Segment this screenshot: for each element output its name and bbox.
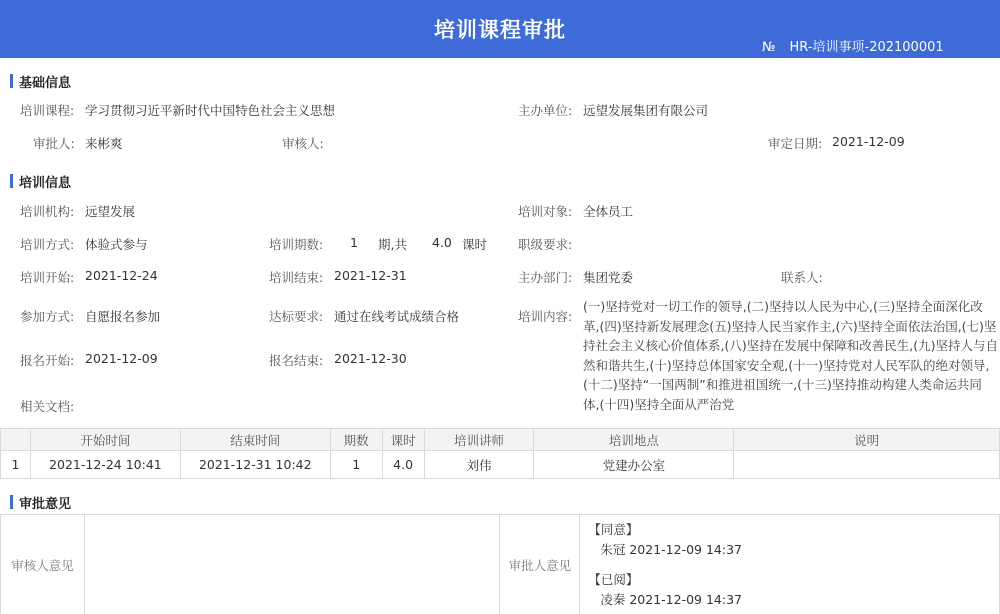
row-index: 1 [1, 451, 31, 479]
column-header-notes: 说明 [734, 429, 1000, 451]
opinion-entry [580, 570, 999, 610]
column-header-location: 培训地点 [534, 429, 734, 451]
number-symbol: № [762, 40, 776, 55]
training-mode-label: 培训方式: [20, 237, 75, 252]
signup-end-value: 2021-12-30 [334, 351, 407, 366]
training-end-value: 2021-12-31 [334, 268, 407, 283]
rank-requirement-label: 职级要求: [518, 237, 573, 252]
course-label: 培训课程: [20, 103, 75, 118]
course-value: 学习贯彻习近平新时代中国特色社会主义思想 [85, 103, 336, 118]
opinion-entry-signature: 朱冠 2021-12-09 14:37 [600, 541, 742, 557]
opinion-entry-tag: 【已阅】 [588, 571, 639, 587]
related-docs-label: 相关文档: [20, 399, 75, 414]
training-content-value: (一)坚持党对一切工作的领导,(二)坚持以人民为中心,(三)坚持全面深化改革,(四)坚持新发展理念(五)坚持人民当家作主,(六)坚持全面依法治国,(七)坚持社会主义核心价值体系,(八)坚持在发展中保障和改善民生,(九)坚持人与自然和谐共生,(十)坚持总体国家安全观,(十一)坚持党对人民军队的绝对领导,(十二)坚持“一国两制”和推进祖国统一,(十三)坚持推动构建人类命运共同体,(十四)坚持全面从严治党 [583, 299, 998, 412]
row-hours: 4.0 [382, 451, 424, 479]
table-row[interactable] [1, 451, 1000, 479]
opinion-table [0, 514, 1000, 614]
section-approval-opinion: 审批意见 [10, 493, 71, 511]
page-header [0, 0, 1000, 58]
training-periods-value: 1 [350, 235, 358, 250]
training-start-value: 2021-12-24 [85, 268, 158, 283]
training-content-label: 培训内容: [518, 309, 573, 324]
row-periods: 1 [330, 451, 382, 479]
training-org-label: 培训机构: [20, 204, 75, 219]
join-mode-label: 参加方式: [20, 309, 75, 324]
row-location: 党建办公室 [534, 451, 734, 479]
section-basic-info: 基础信息 [10, 72, 71, 90]
column-header-end-time: 结束时间 [180, 429, 330, 451]
signup-end-label: 报名结束: [269, 353, 324, 368]
document-number [762, 36, 944, 55]
column-header-hours: 课时 [382, 429, 424, 451]
opinion-entry [580, 520, 999, 560]
host-dept-label: 主办部门: [518, 270, 573, 285]
standard-requirement-value: 通过在线考试成绩合格 [334, 309, 460, 324]
training-start-label: 培训开始: [20, 270, 75, 285]
standard-requirement-label: 达标要求: [269, 309, 324, 324]
opinion-entry-signature: 凌秦 2021-12-09 14:37 [600, 591, 742, 607]
approver-value: 来彬爽 [85, 136, 123, 151]
column-header-periods: 期数 [330, 429, 382, 451]
page-title: 培训课程审批 [434, 18, 566, 42]
host-dept-value: 集团党委 [583, 270, 634, 285]
contact-label: 联系人: [781, 270, 823, 285]
approver-opinion-label: 审批人意见 [500, 515, 580, 614]
document-number-value: HR-培训事项-202100001 [789, 40, 944, 55]
row-lecturer: 刘伟 [424, 451, 534, 479]
reviewer-opinion-value [84, 515, 500, 614]
signup-start-value: 2021-12-09 [85, 351, 158, 366]
training-target-label: 培训对象: [518, 204, 573, 219]
join-mode-value: 自愿报名参加 [85, 309, 161, 324]
training-periods-label: 培训期数: [269, 237, 324, 252]
column-header-index [1, 429, 31, 451]
section-training-info: 培训信息 [10, 172, 71, 190]
approver-opinion-value [580, 515, 1000, 614]
row-start-time: 2021-12-24 10:41 [30, 451, 180, 479]
training-target-value: 全体员工 [583, 204, 634, 219]
reviewer-label: 审核人: [282, 136, 324, 151]
approver-label: 审批人: [33, 136, 75, 151]
approve-date-label: 审定日期: [768, 136, 823, 151]
training-hours-unit: 课时 [462, 237, 488, 252]
opinion-entry-tag: 【同意】 [588, 521, 639, 537]
training-org-value: 远望发展 [85, 204, 136, 219]
column-header-lecturer: 培训讲师 [424, 429, 534, 451]
schedule-header-row [1, 429, 1000, 451]
reviewer-opinion-label: 审核人意见 [1, 515, 85, 614]
signup-start-label: 报名开始: [20, 353, 75, 368]
row-end-time: 2021-12-31 10:42 [180, 451, 330, 479]
training-hours-value: 4.0 [432, 235, 452, 250]
training-mode-value: 体验式参与 [85, 237, 148, 252]
host-unit-label: 主办单位: [518, 103, 573, 118]
column-header-start-time: 开始时间 [30, 429, 180, 451]
schedule-table [0, 428, 1000, 479]
training-periods-unit: 期,共 [378, 237, 407, 252]
host-unit-value: 远望发展集团有限公司 [583, 103, 709, 118]
training-end-label: 培训结束: [269, 270, 324, 285]
approve-date-value: 2021-12-09 [832, 134, 905, 149]
row-notes [734, 451, 1000, 479]
